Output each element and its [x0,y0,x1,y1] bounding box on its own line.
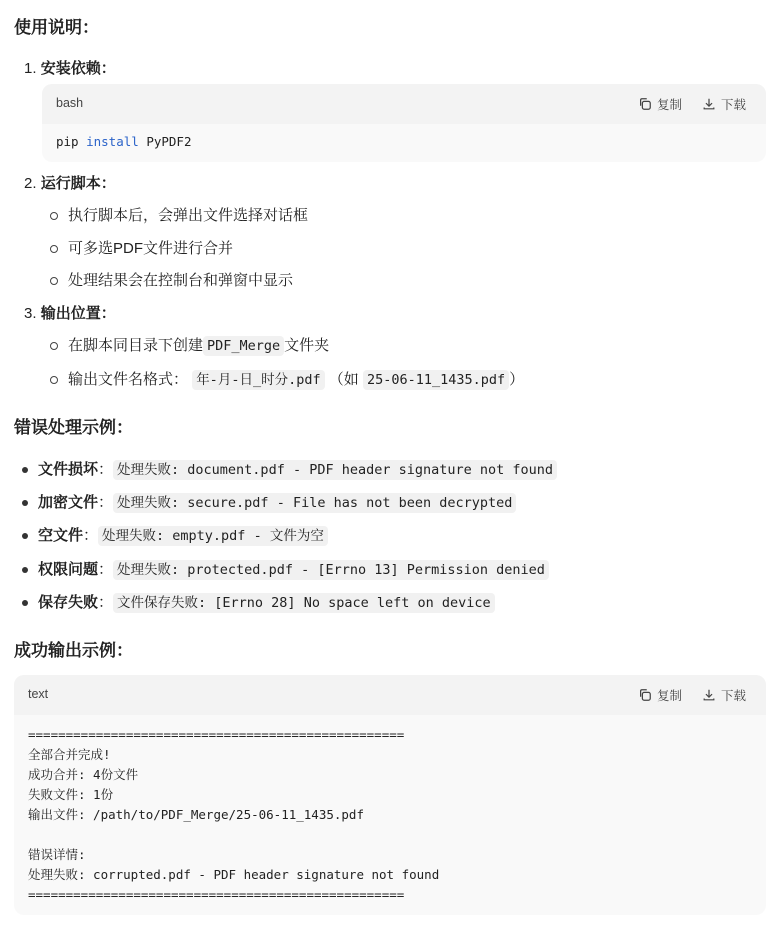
copy-icon [638,688,652,702]
code-line: ================================================== [28,727,405,742]
list-item-text: ） [509,371,525,388]
usage-heading: 使用说明： [14,18,99,37]
error-label: 保存失败 [38,594,99,611]
list-item [50,334,329,355]
list-item-text: 文件夹 [284,337,330,354]
bullet [22,500,28,506]
download-button[interactable] [702,95,746,113]
bullet [50,376,58,384]
command-package: PyPDF2 [146,134,192,149]
code-line: 输出文件: /path/to/PDF_Merge/25-06-11_1435.pdf [28,807,364,822]
error-item [22,591,495,612]
inline-code: PDF_Merge [203,336,284,356]
step-3-label: 输出位置： [40,305,116,322]
download-button[interactable] [702,686,746,704]
inline-code: 处理失败: empty.pdf - 文件为空 [98,526,328,546]
bullet [22,567,28,573]
bullet [22,467,28,473]
bullet [22,533,28,539]
step-3 [24,302,116,323]
bullet [50,245,58,253]
error-label: 权限问题 [38,561,99,578]
error-label: 空文件 [38,527,84,544]
code-line: 全部合并完成! [28,747,111,762]
copy-icon [638,97,652,111]
step-2-number: 2. [24,175,37,192]
separator: ： [98,594,114,611]
step-2-label: 运行脚本： [40,175,116,192]
errors-heading: 错误处理示例： [14,418,133,437]
separator: ： [83,527,99,544]
error-label: 文件损坏 [38,461,99,478]
list-item [50,269,293,290]
code-line: 失败文件: 1份 [28,787,114,802]
list-item-text: 执行脚本后，会弹出文件选择对话框 [68,207,309,224]
download-icon [702,97,716,111]
download-icon [702,688,716,702]
download-label: 下载 [721,98,747,112]
step-3-number: 3. [24,305,37,322]
separator: ： [98,494,114,511]
bullet [50,212,58,220]
inline-code: 处理失败: secure.pdf - File has not been decrypted [113,493,516,513]
step-1 [24,57,116,78]
code-line [28,825,439,845]
success-heading: 成功输出示例： [14,641,133,660]
list-item-text: （如 [328,371,359,388]
download-label: 下载 [721,689,747,703]
output-lines [28,725,439,905]
install-command [56,132,191,152]
list-item [50,237,233,258]
output-code-block [14,675,766,915]
copy-label: 复制 [657,689,683,703]
command-keyword: install [86,134,139,149]
list-item [50,204,308,225]
copy-button[interactable] [638,686,682,704]
install-code-block [42,84,766,162]
copy-button[interactable] [638,95,682,113]
inline-code: 文件保存失败: [Errno 28] No space left on device [113,593,495,613]
bullet [50,342,58,350]
error-item [22,458,557,479]
code-language-label: text [28,687,49,701]
separator: ： [98,461,114,478]
error-item [22,491,516,512]
error-item [22,524,328,545]
step-2 [24,172,116,193]
code-block-header [42,84,766,124]
inline-code: 处理失败: document.pdf - PDF header signature not found [113,460,557,480]
error-label: 加密文件 [38,494,99,511]
list-item [50,368,524,389]
code-line: 处理失败: corrupted.pdf - PDF header signature not found [28,867,440,882]
code-block-header [14,675,766,715]
code-line: 错误详情: [28,847,86,862]
inline-code: 25-06-11_1435.pdf [363,370,509,390]
code-line: ================================================== [28,887,405,902]
step-1-label: 安装依赖： [40,60,116,77]
step-1-number: 1. [24,60,37,77]
list-item-text: 处理结果会在控制台和弹窗中显示 [68,272,294,289]
code-language-label: bash [56,96,84,110]
inline-code: 年-月-日_时分.pdf [192,370,324,390]
list-item-text: 在脚本同目录下创建 [68,337,204,354]
list-item-text: 输出文件名格式： [68,371,189,388]
copy-label: 复制 [657,98,683,112]
list-item-text: 可多选PDF文件进行合并 [68,240,234,257]
bullet [22,600,28,606]
inline-code: 处理失败: protected.pdf - [Errno 13] Permission denied [113,560,549,580]
separator: ： [98,561,114,578]
code-line: 成功合并: 4份文件 [28,767,139,782]
command-name: pip [56,134,79,149]
bullet [50,277,58,285]
error-item [22,558,549,579]
